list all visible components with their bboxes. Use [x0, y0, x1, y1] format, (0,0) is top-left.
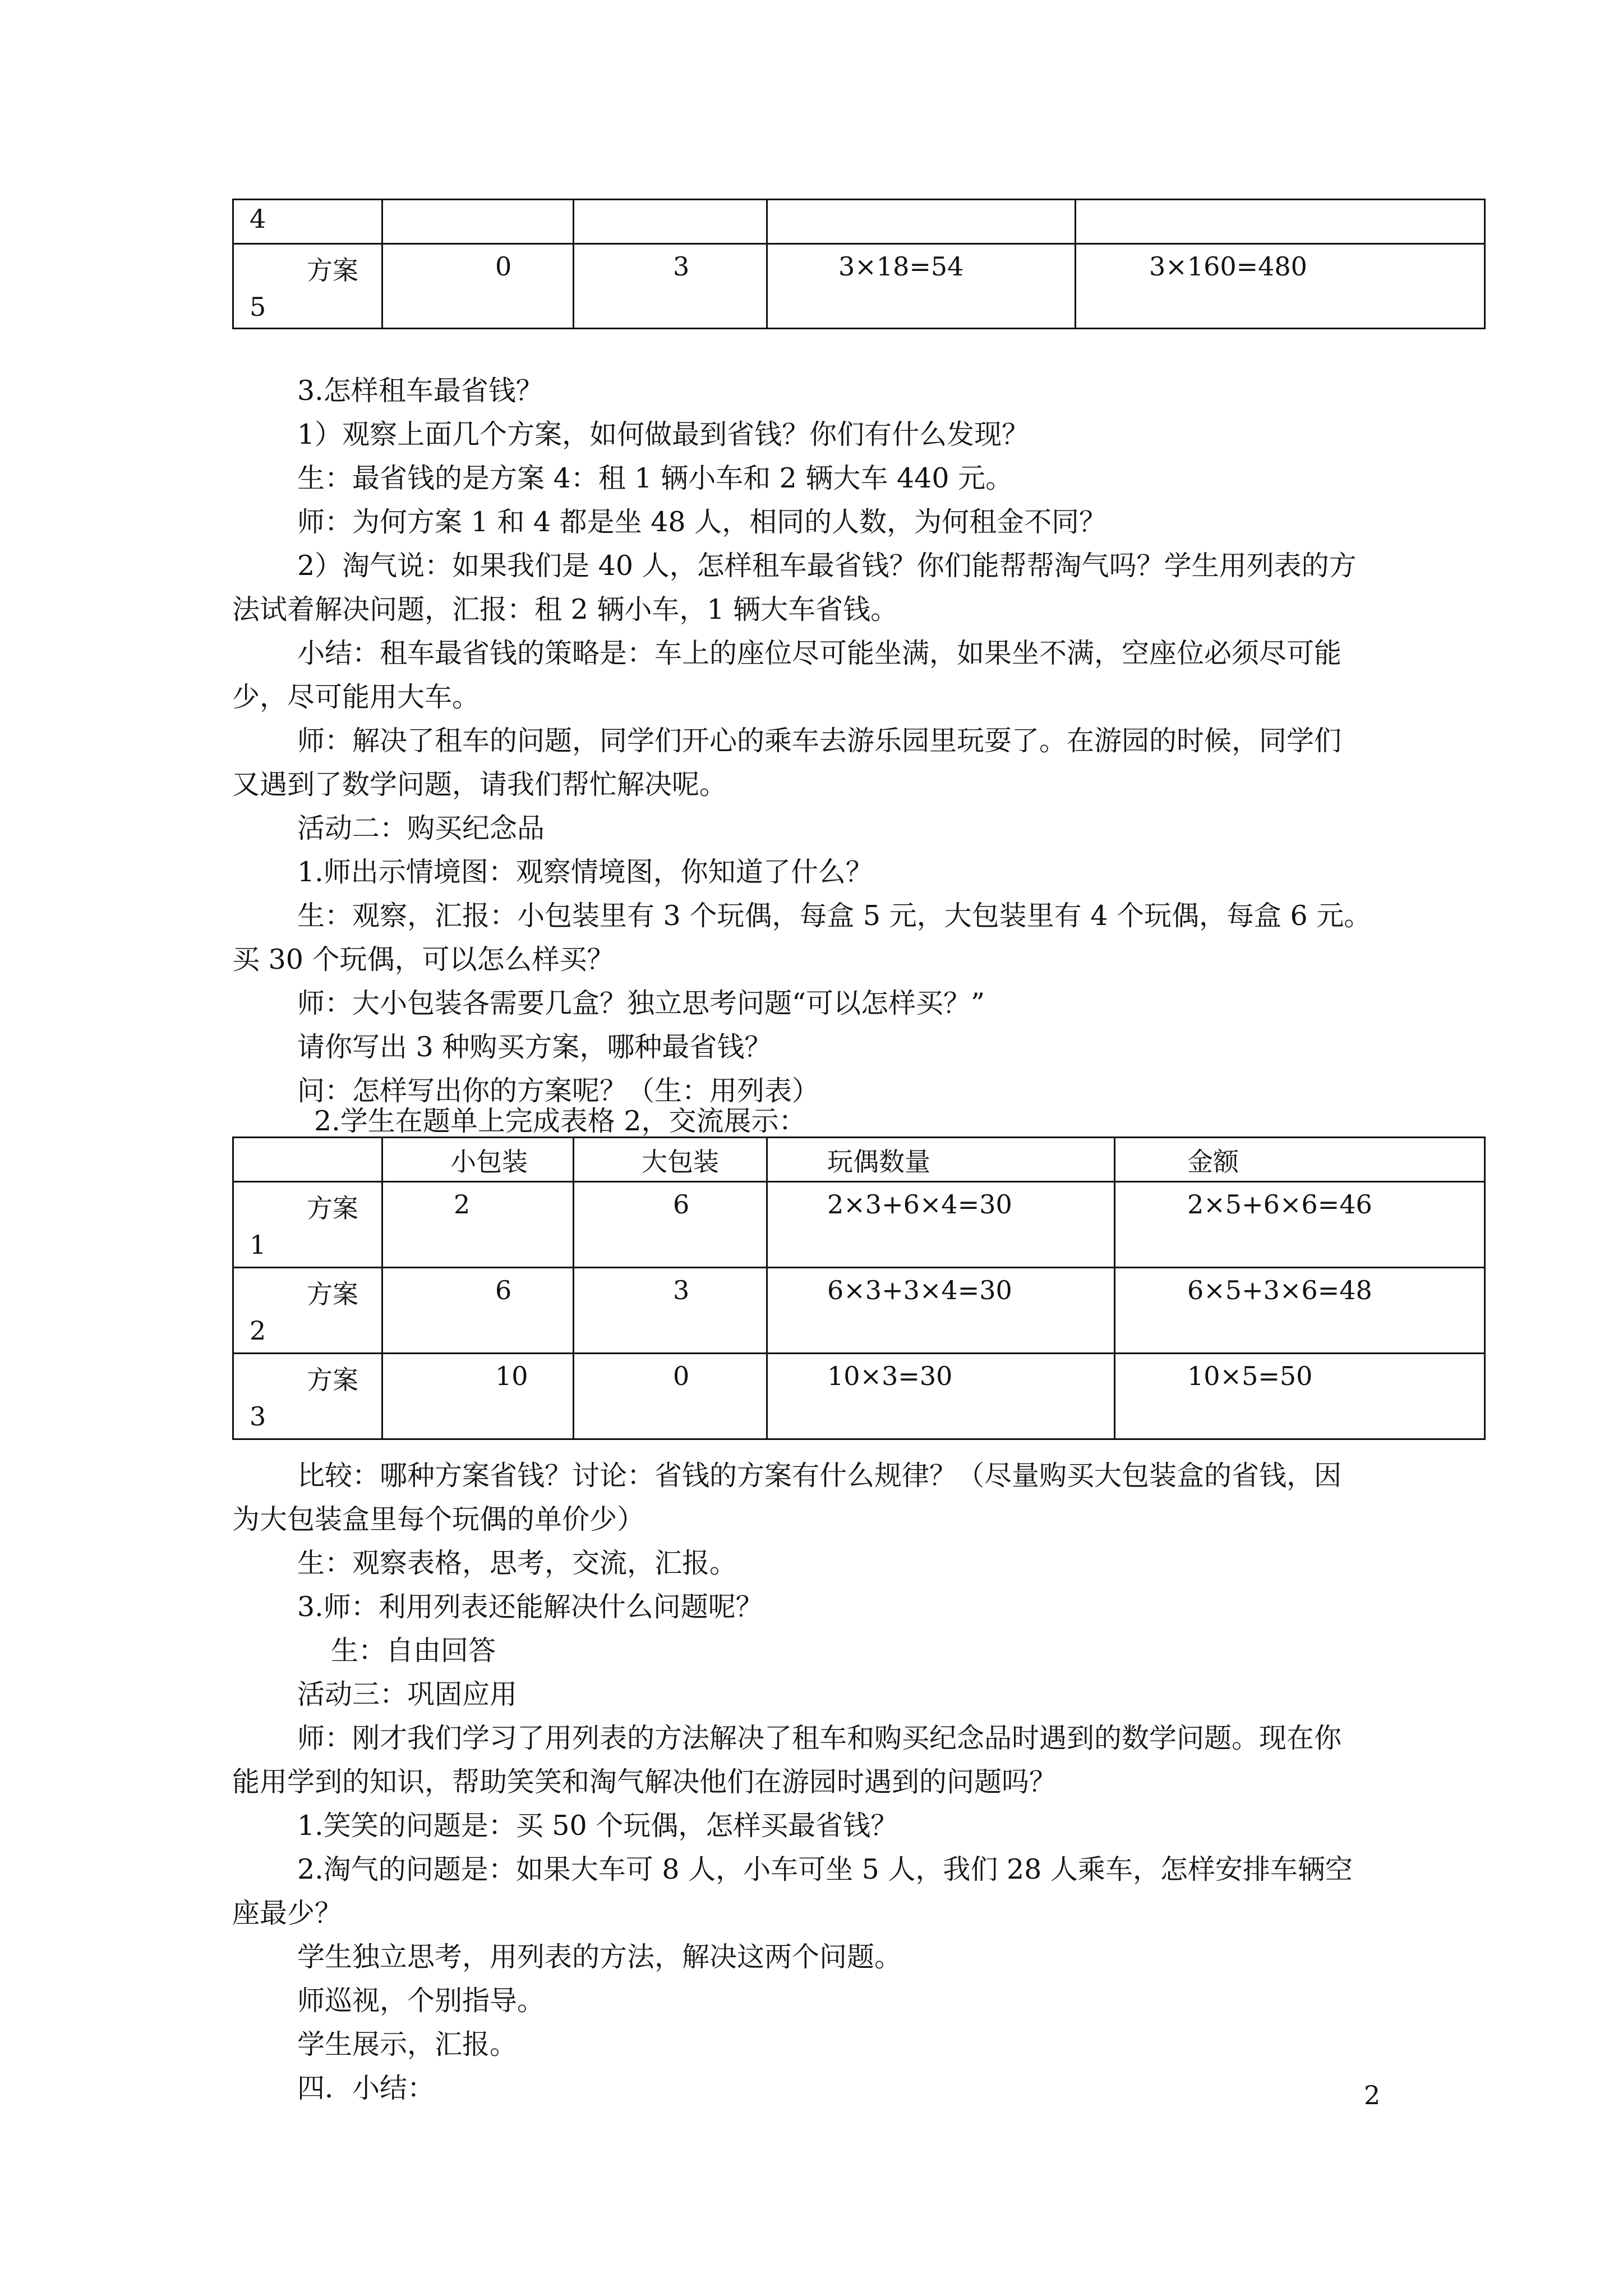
paragraph: 学生展示，汇报。 — [297, 2028, 518, 2060]
paragraph: 小结：租车最省钱的策略是：车上的座位尽可能坐满，如果坐不满，空座位必须尽可能 — [297, 637, 1342, 669]
table-cell: 3 — [574, 1268, 767, 1354]
rental-table-continued — [232, 199, 1486, 329]
table-cell: 0 — [574, 1354, 767, 1439]
row-label-cell: 方案 5 — [233, 244, 382, 329]
paragraph: 3.师：利用列表还能解决什么问题呢？ — [297, 1591, 763, 1623]
paragraph: 2.淘气的问题是：如果大车可 8 人，小车可坐 5 人，我们 28 人乘车，怎样安排车辆空 — [297, 1853, 1353, 1885]
paragraph: 1.笑笑的问题是：买 50 个玩偶，怎样买最省钱？ — [297, 1810, 898, 1842]
paragraph: 师：刚才我们学习了用列表的方法解决了租车和购买纪念品时遇到的数学问题。现在你 — [297, 1722, 1342, 1754]
paragraph: 买 30 个玩偶，可以怎么样买？ — [232, 944, 615, 976]
table-header-row — [233, 1138, 1485, 1182]
table-cell: 3×18=54 — [767, 244, 1076, 329]
paragraph: 生：观察，汇报：小包装里有 3 个玩偶，每盒 5 元，大包装里有 4 个玩偶，每盒 6 元。 — [297, 900, 1372, 932]
paragraph: 2.学生在题单上完成表格 2，交流展示： — [314, 1105, 806, 1137]
row-label-cell: 方案 2 — [233, 1268, 382, 1354]
table-cell: 3 — [574, 244, 767, 329]
paragraph: 问：怎样写出你的方案呢？（生：用列表） — [297, 1075, 820, 1107]
section-heading: 活动三：巩固应用 — [297, 1678, 518, 1710]
paragraph: 师：为何方案 1 和 4 都是坐 48 人，相同的人数，为何租金不同？ — [297, 506, 1107, 538]
paragraph: 又遇到了数学问题，请我们帮忙解决呢。 — [232, 769, 727, 800]
paragraph: 1）观察上面几个方案，如何做最到省钱？你们有什么发现？ — [297, 418, 1030, 450]
header-cell: 金额 — [1115, 1138, 1485, 1182]
table-row — [233, 244, 1485, 329]
paragraph: 为大包装盒里每个玩偶的单价少） — [232, 1503, 645, 1535]
paragraph: 师：解决了租车的问题，同学们开心的乘车去游乐园里玩耍了。在游园的时候，同学们 — [297, 725, 1342, 757]
row-label-cell: 方案 3 — [233, 1354, 382, 1439]
paragraph: 生：观察表格，思考，交流，汇报。 — [297, 1547, 737, 1579]
section-heading: 活动二：购买纪念品 — [297, 812, 545, 844]
header-cell: 小包装 — [382, 1138, 574, 1182]
header-cell: 大包装 — [574, 1138, 767, 1182]
table-cell: 6 — [574, 1182, 767, 1268]
table-row — [233, 1268, 1485, 1354]
header-cell: 玩偶数量 — [767, 1138, 1115, 1182]
paragraph: 法试着解决问题，汇报：租 2 辆小车，1 辆大车省钱。 — [232, 593, 898, 625]
table-cell: 6 — [382, 1268, 574, 1354]
table-cell: 6×3+3×4=30 — [767, 1268, 1115, 1354]
paragraph: 1.师出示情境图：观察情境图，你知道了什么？ — [297, 856, 873, 888]
paragraph: 座最少？ — [232, 1897, 343, 1929]
paragraph: 3.怎样租车最省钱？ — [297, 375, 543, 407]
paragraph: 生：自由回答 — [331, 1635, 496, 1667]
table-cell: 2 — [382, 1182, 574, 1268]
table-cell: 6×5+3×6=48 — [1115, 1268, 1485, 1354]
table-cell: 0 — [382, 244, 574, 329]
table-row — [233, 1182, 1485, 1268]
section-heading: 四．小结： — [297, 2072, 435, 2104]
paragraph: 生：最省钱的是方案 4：租 1 辆小车和 2 辆大车 440 元。 — [297, 462, 1013, 494]
purchase-table — [232, 1137, 1486, 1440]
row-label-cell: 4 — [233, 200, 382, 244]
table-cell: 2×5+6×6=46 — [1115, 1182, 1485, 1268]
paragraph: 请你写出 3 种购买方案，哪种最省钱？ — [297, 1031, 772, 1063]
table-cell: 10×3=30 — [767, 1354, 1115, 1439]
table-row — [233, 200, 1485, 244]
table-cell: 2×3+6×4=30 — [767, 1182, 1115, 1268]
page-number: 2 — [1364, 2080, 1381, 2110]
table-row — [233, 1354, 1485, 1439]
table-cell: 3×160=480 — [1076, 244, 1485, 329]
paragraph: 比较：哪种方案省钱？讨论：省钱的方案有什么规律？（尽量购买大包装盒的省钱，因 — [297, 1460, 1342, 1492]
paragraph: 能用学到的知识，帮助笑笑和淘气解决他们在游园时遇到的问题吗？ — [232, 1766, 1057, 1798]
paragraph: 师：大小包装各需要几盒？独立思考问题“可以怎样买？” — [297, 987, 985, 1019]
paragraph: 少，尽可能用大车。 — [232, 681, 480, 713]
paragraph: 2）淘气说：如果我们是 40 人，怎样租车最省钱？你们能帮帮淘气吗？学生用列表的方 — [297, 550, 1357, 582]
row-label-cell: 方案 1 — [233, 1182, 382, 1268]
paragraph: 学生独立思考，用列表的方法，解决这两个问题。 — [297, 1941, 902, 1973]
paragraph: 师巡视，个别指导。 — [297, 1985, 545, 2017]
table-cell: 10 — [382, 1354, 574, 1439]
table-cell: 10×5=50 — [1115, 1354, 1485, 1439]
